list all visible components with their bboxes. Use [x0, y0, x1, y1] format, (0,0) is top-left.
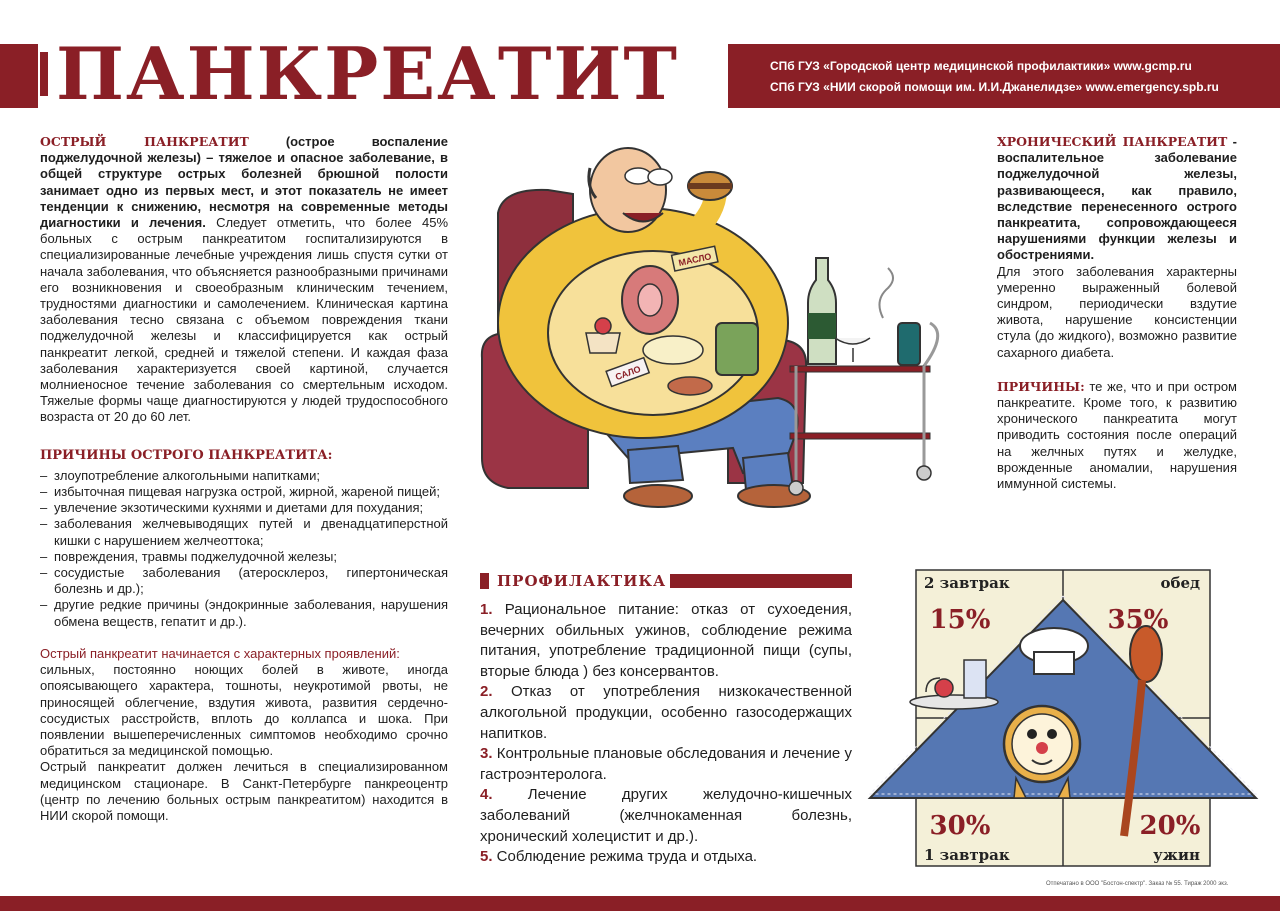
- acute-term: ОСТРЫЙ ПАНКРЕАТИТ: [40, 134, 249, 149]
- symptoms-heading: Острый панкреатит начинается с характерных проявлений:: [40, 645, 400, 661]
- list-item: [480, 682, 852, 744]
- acute-definition: – тяжелое и опасное заболевание, в общей структуре острых болезней брюшной полости занимает одно из первых мест, и этот показатель не имеет тенденции к снижению, несмотря на современные методы диагностики и лечения.: [40, 150, 448, 231]
- acute-description: Следует отметить, что более 45% больных с острым панкреатитом госпитализируются в специализированные лечебные учреждения лишь спустя сутки от начала заболевания, что объясняется разнообразными причинами его возникновения и своеобразным клиническим течением, трудностями диагностики и самолечением. Клиническая картина заболевания тесно связана с объемом повреждения ткани поджелудочной железы и классифицируется как острый панкреатит легкой, средней и тяжелой степени. И каждая фаза заболевания характеризуется своей картиной, случается молниеносное течение заболевания со смертельным исходом. Тяжелые формы чаще диагностируются у людей трудоспособного возраста от 20 до 60 лет.: [40, 215, 449, 425]
- acute-causes-heading: ПРИЧИНЫ ОСТРОГО ПАНКРЕАТИТА:: [40, 447, 333, 463]
- illustration-man-in-armchair: [478, 128, 958, 518]
- list-item: [480, 600, 852, 682]
- second-breakfast-value: 15%: [929, 605, 991, 635]
- list-item: – заболевания желчевыводящих путей и двенадцатиперстной кишки с нарушением желчеоттока;: [40, 516, 448, 548]
- org-line-2: СПб ГУЗ «НИИ скорой помощи им. И.И.Джанелидзе» www.emergency.spb.ru: [770, 80, 1219, 94]
- acute-causes-list: [40, 468, 448, 630]
- print-note: Отпечатано в ООО "Бостон-спектр". Заказ № 55. Тираж 2000 экз.: [1046, 881, 1229, 887]
- item-number: 4.: [480, 786, 493, 804]
- butter-label: МАСЛО: [677, 251, 713, 268]
- prevention-mark: [480, 573, 489, 589]
- chronic-section: [997, 134, 1237, 492]
- list-item: – злоупотребление алкогольными напитками;: [40, 468, 448, 484]
- list-item: – увлечение экзотическими кухнями и диетами для похудания;: [40, 500, 448, 516]
- list-item: – избыточная пищевая нагрузка острой, жирной, жареной пищей;: [40, 484, 448, 500]
- acute-intro: [40, 134, 448, 426]
- list-item: [480, 744, 852, 785]
- acute-section: [40, 134, 448, 824]
- chronic-intro: [997, 134, 1237, 264]
- meal-distribution-chart: [866, 566, 1260, 870]
- footer-band: [0, 896, 1280, 911]
- item-text: Рациональное питание: отказ от сухоедения, вечерних обильных ужинов, соблюдение режима питания, употребление традиционной пищи (супы, вторые блюда ) без консервантов.: [480, 601, 852, 680]
- prevention-header: [480, 572, 852, 590]
- item-number: 1.: [480, 601, 493, 618]
- item-number: 5.: [480, 848, 493, 866]
- prevention-rule: [670, 574, 852, 588]
- lunch-label: обед: [1160, 574, 1200, 592]
- acute-definition-plain: (острое воспаление поджелудочной железы): [40, 134, 448, 166]
- treatment-text: Острый панкреатит должен лечиться в специализированном медицинском стационаре. В Санкт-Петербурге панкреоцентр (центр по лечению больных острым панкреатитом) находится в НИИ скорой помощи.: [40, 759, 448, 823]
- item-number: 3.: [480, 745, 493, 763]
- poster-title: ПАНКРЕАТИТ: [56, 31, 679, 116]
- list-item: [480, 785, 852, 847]
- chronic-causes-label: ПРИЧИНЫ:: [997, 378, 1085, 394]
- item-text: Лечение других желудочно-кишечных заболеваний (желчнокаменная болезнь, хронический холецистит и др.).: [480, 786, 852, 845]
- second-breakfast-label: 2 завтрак: [924, 574, 1010, 592]
- dinner-value: 20%: [1139, 811, 1201, 841]
- org-line-1: СПб ГУЗ «Городской центр медицинской профилактики» www.gcmp.ru: [770, 59, 1192, 73]
- first-breakfast-value: 30%: [929, 811, 991, 841]
- item-text: Контрольные плановые обследования и лечение у гастроэнтеролога.: [480, 745, 852, 783]
- prevention-section: [480, 572, 852, 868]
- first-breakfast-label: 1 завтрак: [924, 846, 1010, 864]
- organizations: [770, 56, 1219, 98]
- item-text: Отказ от употребления низкокачественной алкогольной продукции, особенно газосодержащих напитков.: [480, 683, 852, 742]
- chronic-definition: - воспалительное заболевание поджелудочной железы, развивающееся, как правило, вследствие перенесенного острого панкреатита, сопровождающееся нарушениями функции железы и обострениями.: [997, 134, 1237, 263]
- list-item: – повреждения, травмы поджелудочной железы;: [40, 549, 448, 565]
- list-item: [480, 847, 852, 868]
- lard-label: САЛО: [613, 363, 643, 383]
- chronic-causes: [997, 379, 1237, 492]
- list-item: – сосудистые заболевания (атеросклероз, гипертоническая болезнь и др.);: [40, 565, 448, 597]
- title-mark: [40, 52, 48, 96]
- prevention-title: ПРОФИЛАКТИКА: [497, 571, 670, 592]
- symptoms-text: сильных, постоянно ноющих болей в животе, иногда опоясывающего характера, тошноты, неукротимой рвоты, не приносящей облегчение, вздутия живота, развития сердечно-сосудистых расстройств, вплоть до коллапса и шока. При появлении вышеперечисленных симптомов необходимо срочно обратиться за медицинской помощью.: [40, 662, 448, 759]
- list-item: – другие редкие причины (эндокринные заболевания, нарушения обмена веществ, гепатит и др.).: [40, 597, 448, 629]
- item-text: Соблюдение режима труда и отдыха.: [492, 848, 758, 866]
- chronic-causes-text: те же, что и при остром панкреатите. Кроме того, к развитию хронического панкреатита могут приводить состояния после операций на желчных путях и желудке, врожденные аномалии, нарушения иммунной системы.: [997, 378, 1237, 492]
- lunch-value: 35%: [1107, 605, 1169, 635]
- chronic-term: ХРОНИЧЕСКИЙ ПАНКРЕАТИТ: [997, 134, 1228, 149]
- dinner-label: ужин: [1153, 846, 1200, 864]
- item-number: 2.: [480, 683, 493, 701]
- chronic-symptoms: Для этого заболевания характерны умеренно выраженный болевой синдром, периодически вздутие живота, нарушение консистенции стула (до жидкого), возможно развитие сахарного диабета.: [997, 263, 1237, 360]
